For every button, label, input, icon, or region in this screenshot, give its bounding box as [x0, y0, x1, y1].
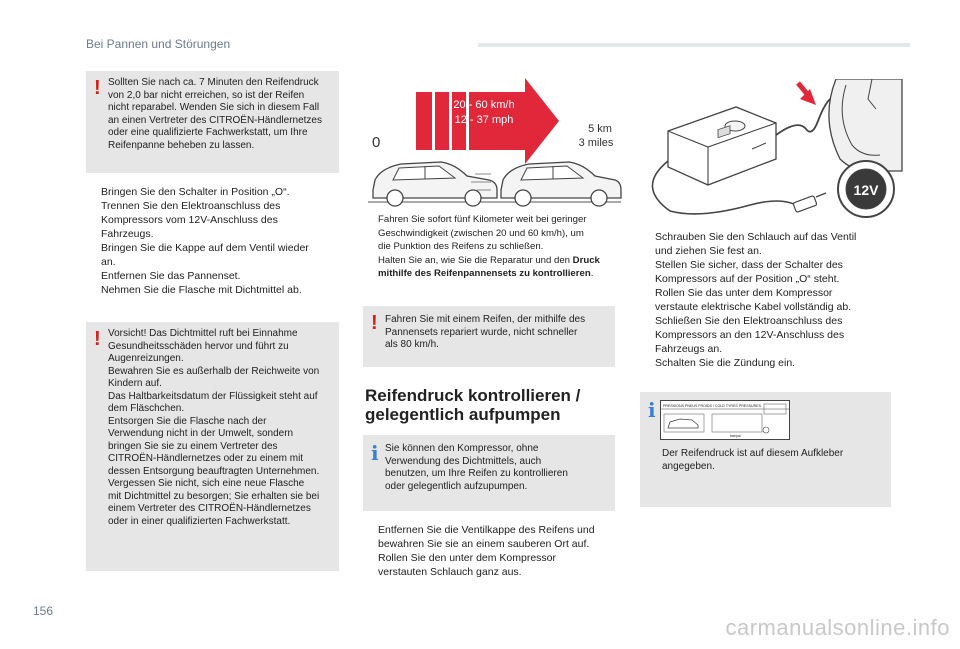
- step-item: [363, 213, 625, 254]
- text-line: Verwendung des Dichtmittels, auch: [385, 455, 542, 467]
- tyre-pressure-sticker: [660, 400, 790, 440]
- sticker-unit: bar/psi: [730, 434, 741, 438]
- step-text: mithilfe des Reifenpannensets zu kontrollieren.: [378, 268, 594, 279]
- section-title: Reifendruck kontrollieren / gelegentlich aufpumpen: [365, 386, 581, 424]
- zero-label: 0: [372, 134, 381, 151]
- step-item: [363, 523, 625, 551]
- step-text: Bringen Sie die Kappe auf dem Ventil wieder: [101, 242, 309, 254]
- text-line: als 80 km/h.: [385, 339, 439, 350]
- page-number: 156: [33, 604, 54, 618]
- speed-bar-2: [435, 92, 449, 150]
- warning-icon: !: [371, 312, 378, 334]
- left-step-list: [86, 185, 341, 297]
- warning-text: [108, 77, 336, 152]
- right-step-list: [640, 230, 905, 370]
- step-item: [363, 254, 625, 281]
- text-line: Fahren Sie mit einem Reifen, der mithilfe des: [385, 314, 586, 325]
- step-text: Fahrzeugs an.: [655, 343, 723, 355]
- step-item: [86, 199, 341, 241]
- step-item: [363, 551, 625, 579]
- text-line: Vergessen Sie nicht, sich eine neue Flasche: [108, 478, 305, 489]
- step-text: Entfernen Sie das Pannenset.: [101, 270, 241, 282]
- step-text: Stellen Sie sicher, dass der Schalter des: [655, 259, 843, 271]
- socket-12v-icon: [838, 161, 894, 217]
- step-text: Kompressors vom 12V-Anschluss des: [101, 214, 278, 226]
- step-text: Kompressors an den 12V-Anschluss des: [655, 329, 845, 341]
- speed-mph-label: 12 - 37 mph: [454, 114, 514, 126]
- step-text: Trennen Sie den Elektroanschluss des: [101, 200, 281, 212]
- text-line: dessen Entsorgung beauftragten Unternehmen.: [108, 465, 320, 477]
- page-header-title: Bei Pannen und Störungen: [86, 37, 231, 51]
- text-line: dem Fläschchen.: [108, 403, 185, 414]
- step-text: Kompressors auf der Position „O“ steht.: [655, 273, 840, 285]
- speed-bar-1: [416, 92, 432, 150]
- step-item: [640, 286, 905, 314]
- step-text: Nehmen Sie die Flasche mit Dichtmittel ab.: [101, 284, 302, 296]
- text-line: mit Dichtmittel zu besorgen; Sie erhalten sie bei: [108, 490, 320, 502]
- text-line: Sie können den Kompressor, ohne: [385, 443, 539, 454]
- info-box-sticker: [640, 392, 891, 507]
- step-text: Rollen Sie den unter dem Kompressor: [378, 552, 557, 564]
- speed-distance-figure: [363, 74, 625, 209]
- text-line: angegeben.: [662, 460, 715, 472]
- step-text: Fahrzeugs.: [101, 228, 154, 240]
- text-line: Augenreizungen.: [108, 353, 184, 364]
- info-text: [662, 448, 888, 473]
- step-text: Geschwindigkeit (zwischen 20 und 60 km/h), um: [378, 227, 584, 239]
- step-item: [640, 258, 905, 286]
- socket-12v-label: 12V: [853, 182, 879, 198]
- step-text: Schalten Sie die Zündung ein.: [655, 357, 796, 369]
- text-line: einem Vertreter des CITROËN-Händlernetzes: [108, 503, 311, 514]
- text-line: Bewahren Sie es außerhalb der Reichweite von: [108, 365, 320, 377]
- step-text: die Punktion des Reifens zu schließen.: [378, 241, 544, 252]
- text-line: benutzen, um Ihre Reifen zu kontrollieren: [385, 468, 568, 479]
- speed-kmh-label: 20 - 60 km/h: [453, 99, 515, 111]
- warning-text: [108, 328, 338, 528]
- text-line: nicht reparabel. Wenden Sie sich in diesem Fall: [108, 102, 320, 113]
- step-text: Fahren Sie sofort fünf Kilometer weit bei geringer: [378, 214, 587, 225]
- distance-miles-label: 3 miles: [578, 137, 614, 149]
- compressor-figure: [640, 79, 905, 219]
- middle-step-list-bottom: [363, 523, 625, 579]
- distance-km-label: 5 km: [588, 123, 612, 135]
- step-text: Halten Sie an, wie Sie die Reparatur und den Druck: [378, 254, 600, 266]
- text-line: Sollten Sie nach ca. 7 Minuten den Reifendruck: [108, 77, 319, 88]
- info-icon: i: [648, 398, 656, 422]
- warning-icon: !: [94, 328, 101, 350]
- step-text: Schrauben Sie den Schlauch auf das Ventil: [655, 231, 857, 243]
- info-icon: i: [371, 441, 379, 465]
- text-line: an einen Vertreter des CITROËN-Händlernetzes: [108, 114, 322, 126]
- text-line: Pannensets repariert wurde, nicht schneller: [385, 326, 578, 338]
- middle-step-list: [363, 213, 625, 281]
- warning-text: [385, 314, 613, 352]
- step-text: verstaute elektrische Kabel vollständig ab.: [655, 301, 852, 313]
- step-text: und ziehen Sie fest an.: [655, 245, 762, 257]
- step-item: [86, 241, 341, 269]
- text-line: Das Haltbarkeitsdatum der Flüssigkeit steht auf: [108, 390, 318, 402]
- step-text: verstauten Schlauch ganz aus.: [378, 566, 522, 578]
- step-text: bewahren Sie sie an einem sauberen Ort auf.: [378, 538, 590, 550]
- step-text: Bringen Sie den Schalter in Position „O“.: [101, 186, 290, 198]
- warning-box-speed: [363, 306, 615, 367]
- info-box-compressor: [363, 435, 615, 511]
- text-line: Der Reifendruck ist auf diesem Aufkleber: [662, 448, 844, 459]
- step-item: [86, 269, 341, 283]
- text-line: Verwendung nicht in der Umwelt, sondern: [108, 428, 294, 439]
- step-text: Entfernen Sie die Ventilkappe des Reifens und: [378, 524, 595, 536]
- bold-emphasis: mithilfe des Reifenpannensets zu kontrollieren: [378, 268, 591, 279]
- text-line: CITROËN-Händlernetzes oder zu einem mit: [108, 453, 304, 464]
- text-line: oder eine qualifizierte Fachwerkstatt, um Ihre: [108, 127, 308, 138]
- text-line: Reifenpanne beheben zu lassen.: [108, 139, 255, 151]
- text-line: oder in einer qualifizierten Fachwerkstatt.: [108, 515, 291, 527]
- watermark: carmanualsonline.info: [725, 615, 950, 640]
- text-line: Vorsicht! Das Dichtmittel ruft bei Einnahme: [108, 328, 298, 339]
- text-line: von 2,0 bar nicht erreichen, so ist der Reifen: [108, 89, 305, 101]
- step-text: Schließen Sie den Elektroanschluss des: [655, 315, 843, 327]
- text-line: oder gelegentlich aufzupumpen.: [385, 480, 528, 492]
- step-item: [86, 185, 341, 199]
- step-item: [640, 356, 905, 370]
- warning-icon: !: [94, 77, 101, 99]
- step-item: [640, 314, 905, 356]
- text-line: Entsorgen Sie die Flasche nach der: [108, 415, 267, 427]
- text-line: Kindern auf.: [108, 378, 162, 389]
- step-item: [86, 283, 341, 297]
- step-item: [640, 230, 905, 258]
- warning-box-pressure: [86, 71, 339, 173]
- text-line: bringen Sie sie zu einem Vertreter des: [108, 440, 278, 452]
- info-text: [385, 443, 613, 493]
- step-text: Rollen Sie das unter dem Kompressor: [655, 287, 833, 299]
- step-text: an.: [101, 256, 116, 268]
- wheel-icon: [829, 79, 902, 172]
- header-divider: [478, 43, 910, 47]
- sticker-header: PRESSIONS PNEUS FROIDS / COLD TYRES PRESSURES: [663, 404, 761, 408]
- text-line: Gesundheitsschäden hervor und führt zu: [108, 340, 289, 352]
- warning-box-sealant: [86, 322, 339, 571]
- bold-emphasis: Druck: [572, 254, 600, 266]
